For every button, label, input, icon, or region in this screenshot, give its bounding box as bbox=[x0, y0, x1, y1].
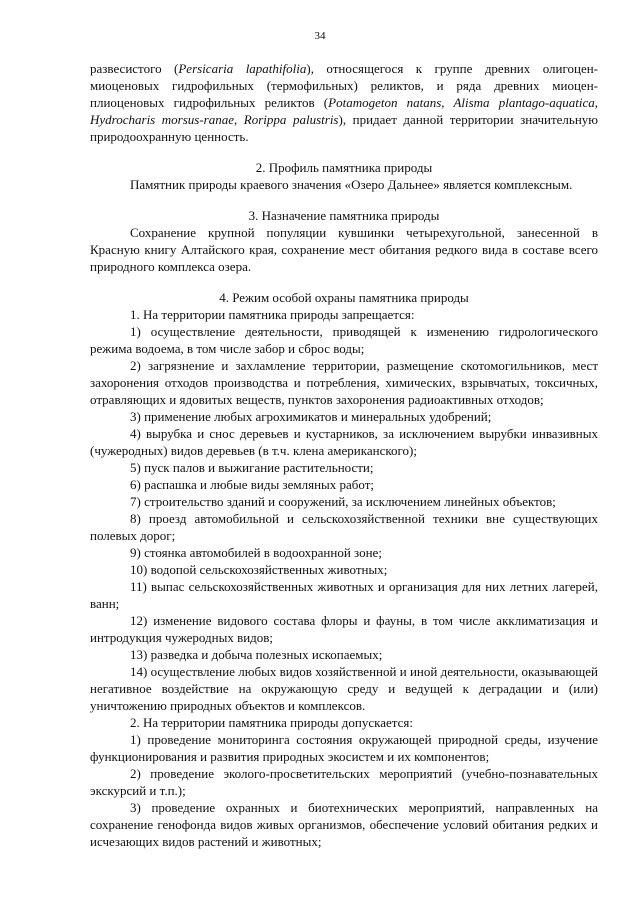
prohibited-subheading: 1. На территории памятника природы запрещается: bbox=[130, 307, 415, 322]
intro-text-1: развесистого ( bbox=[90, 61, 179, 76]
intro-text-3: ), придает данной территории значительную природоохранную ценность. bbox=[90, 112, 598, 144]
prohibited-item-1: 1) осуществление деятельности, приводящей к изменению гидрологического режима водоема, в том числе забор и сброс воды; bbox=[90, 324, 598, 356]
intro-text-2: ), относящегося к группе древних олигоцен-миоценовых гидрофильных (термофильных) реликтов, и ряда древних миоцен-плиоценовых гидрофильных реликтов ( bbox=[90, 61, 599, 110]
allowed-item-2: 2) проведение эколого-просветительских мероприятий (учебно-познавательных экскурсий и т.п.); bbox=[90, 766, 598, 798]
section-3-heading: 3. Назначение памятника природы bbox=[248, 208, 440, 223]
section-2-heading: 2. Профиль памятника природы bbox=[255, 160, 433, 175]
section-4-heading: 4. Режим особой охраны памятника природы bbox=[219, 290, 469, 305]
allowed-item-1: 1) проведение мониторинга состояния окружающей природной среды, изучение функционирования и развития природных экосистем и их компонентов; bbox=[90, 732, 598, 764]
prohibited-item-6: 6) распашка и любые виды земляных работ; bbox=[130, 477, 375, 492]
prohibited-item-13: 13) разведка и добыча полезных ископаемых; bbox=[130, 647, 383, 662]
prohibited-item-4: 4) вырубка и снос деревьев и кустарников, за исключением вырубки инвазивных (чужеродных) видов деревьев (в т.ч. клена американского); bbox=[90, 426, 598, 458]
prohibited-item-12: 12) изменение видового состава флоры и фауны, в том числе акклиматизация и интродукция чужеродных видов; bbox=[90, 613, 598, 645]
section-2-text: Памятник природы краевого значения «Озеро Дальнее» является комплексным. bbox=[130, 177, 573, 192]
allowed-item-3: 3) проведение охранных и биотехнических мероприятий, направленных на сохранение генофонда видов живых организмов, обеспечение условий обитания редких и исчезающих видов растений и животных; bbox=[90, 800, 598, 849]
intro-paragraph bbox=[90, 60, 598, 145]
prohibited-item-7: 7) строительство зданий и сооружений, за исключением линейных объектов; bbox=[130, 494, 556, 509]
page-number: 34 bbox=[314, 30, 326, 42]
prohibited-item-2: 2) загрязнение и захламление территории, размещение скотомогильников, мест захоронения отходов производства и потребления, химических, взрывчатых, токсичных, отравляющих и ядовитых веществ, пунктов захоронения радиоактивных отходов; bbox=[90, 358, 598, 407]
prohibited-item-8: 8) проезд автомобильной и сельскохозяйственной техники вне существующих полевых дорог; bbox=[90, 511, 598, 543]
section-3-text: Сохранение крупной популяции кувшинки четырехугольной, занесенной в Красную книгу Алтайского края, сохранение мест обитания редкого вида в составе всего природного комплекса озера. bbox=[90, 225, 598, 274]
prohibited-item-9: 9) стоянка автомобилей в водоохранной зоне; bbox=[130, 545, 382, 560]
document-body bbox=[90, 60, 598, 850]
allowed-subheading: 2. На территории памятника природы допускается: bbox=[130, 715, 413, 730]
intro-latin-1: Persicaria lapathifolia bbox=[178, 61, 307, 76]
prohibited-item-14: 14) осуществление любых видов хозяйственной и иной деятельности, оказывающей негативное воздействие на окружающую среду и ведущей к деградации и (или) уничтожению природных объектов и комплексов. bbox=[90, 664, 598, 713]
prohibited-item-5: 5) пуск палов и выжигание растительности; bbox=[130, 460, 374, 475]
prohibited-item-10: 10) водопой сельскохозяйственных животных; bbox=[130, 562, 388, 577]
intro-latin-2: Potamogeton natans, Alisma plantago-aquatica, Hydrocharis morsus-ranae, Rorippa palustris bbox=[90, 95, 599, 127]
prohibited-item-3: 3) применение любых агрохимикатов и минеральных удобрений; bbox=[130, 409, 492, 424]
prohibited-item-11: 11) выпас сельскохозяйственных животных и организация для них летних лагерей, ванн; bbox=[90, 579, 598, 611]
